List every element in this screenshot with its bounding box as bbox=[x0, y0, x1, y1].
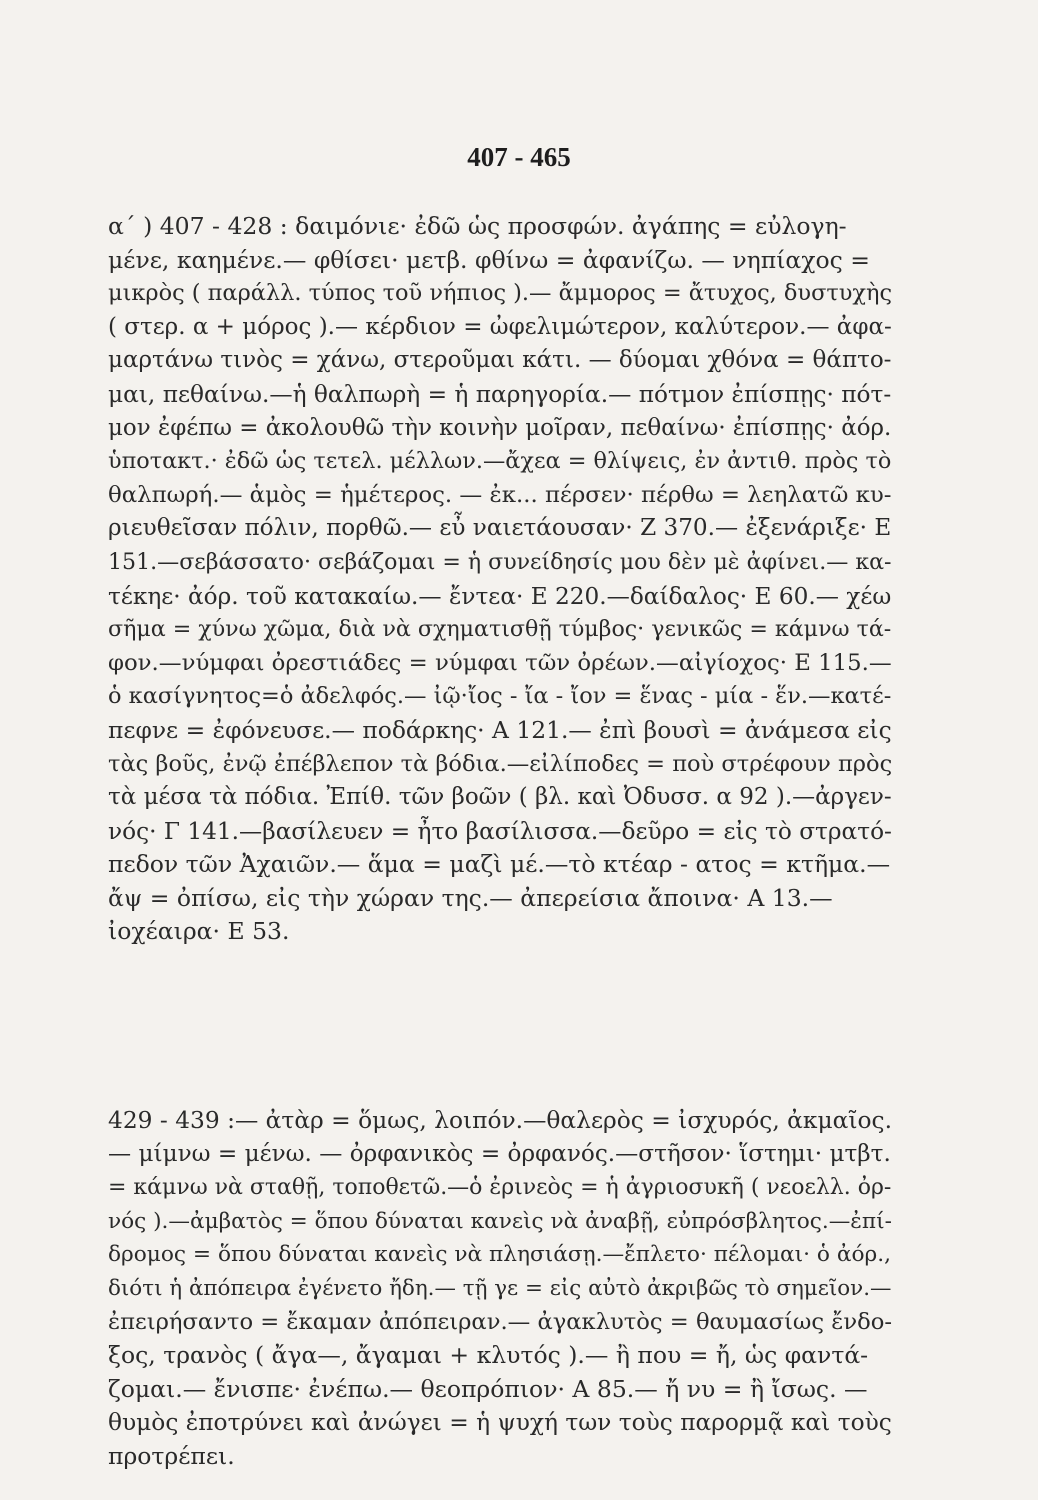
text-line: τὰς βοῦς, ἐνῷ ἐπέβλεπον τὰ βόδια.—εἰλίποδες = ποὺ στρέφουν πρὸς bbox=[108, 750, 893, 777]
text-line: νός· Γ 141.—βασίλευεν = ἦτο βασίλισσα.—δεῦρο = εἰς τὸ στρατό- bbox=[108, 817, 892, 845]
text-line: ζομαι.— ἔνισπε· ἐνέπω.— θεοπρόπιον· Α 85.— ἤ νυ = ἢ ἴσως. — bbox=[108, 1374, 868, 1403]
text-line: μον ἐφέπω = ἀκολουθῶ τὴν κοινὴν μοῖραν, πεθαίνω· ἐπίσπῃς· ἀόρ. bbox=[108, 414, 892, 441]
text-line: μένε, καημένε.— φθίσει· μετβ. φθίνω = ἀφανίζω. — νηπίαχος = bbox=[108, 245, 870, 274]
commentary-section-a bbox=[108, 210, 892, 949]
text-line: — μίμνω = μένω. — ὀρφανικὸς = ὀρφανός.—στῆσον· ἵστημι· μτβτ. bbox=[108, 1140, 891, 1167]
text-line: δρομος = ὅπου δύναται κανεὶς νὰ πλησιάσῃ.—ἔπλετο· πέλομαι· ὁ ἀόρ., bbox=[108, 1242, 891, 1268]
text-line: ἰοχέαιρα· Ε 53. bbox=[108, 917, 290, 946]
text-line: πεδον τῶν Ἀχαιῶν.— ἅμα = μαζὶ μέ.—τὸ κτέαρ - ατος = κτῆμα.— bbox=[108, 850, 891, 879]
text-line: διότι ἡ ἀπόπειρα ἐγένετο ἤδη.— τῇ γε = εἰς αὐτὸ ἀκριβῶς τὸ σημεῖον.— bbox=[108, 1275, 892, 1301]
text-line: μικρὸς ( παράλλ. τύπος τοῦ νήπιος ).— ἄμμορος = ἄτυχος, δυστυχὴς bbox=[108, 280, 893, 307]
text-line: ἐπειρήσαντο = ἔκαμαν ἀπόπειραν.— ἀγακλυτὸς = θαυμασίως ἔνδο- bbox=[108, 1308, 892, 1335]
text-line: πεφνε = ἐφόνευσε.— ποδάρκης· Α 121.— ἐπὶ βουσὶ = ἀνάμεσα εἰς bbox=[108, 715, 892, 744]
text-line: ( στερ. α + μόρος ).— κέρδιον = ὠφελιμώτερον, καλύτερον.— ἀφα- bbox=[108, 313, 892, 340]
text-line: 151.—σεβάσσατο· σεβάζομαι = ἡ συνείδησίς μου δὲν μὲ ἀφίνει.— κα- bbox=[108, 548, 892, 575]
text-line: ὑποτακτ.· ἐδῶ ὡς τετελ. μέλλων.—ἄχεα = θλίψεις, ἐν ἀντιθ. πρὸς τὸ bbox=[108, 448, 892, 475]
text-line: τέκηε· ἀόρ. τοῦ κατακαίω.— ἔντεα· Ε 220.—δαίδαλος· Ε 60.— χέω bbox=[108, 582, 892, 610]
text-line: μαρτάνω τινὸς = χάνω, στεροῦμαι κάτι. — δύομαι χθόνα = θάπτο- bbox=[108, 347, 892, 374]
text-line: τὰ μέσα τὰ πόδια. Ἐπίθ. τῶν βοῶν ( βλ. καὶ Ὀδυσσ. α 92 ).—ἀργεν- bbox=[108, 784, 892, 811]
page-heading: 407 - 465 bbox=[467, 142, 571, 172]
text-line: ριευθεῖσαν πόλιν, πορθῶ.— εὖ ναιετάουσαν· Ζ 370.— ἐξενάριξε· Ε bbox=[108, 515, 892, 542]
commentary-section-b bbox=[108, 1104, 892, 1474]
text-line: α΄ ) 407 - 428 : δαιμόνιε· ἐδῶ ὡς προσφών. ἀγάπης = εὐλογη- bbox=[108, 212, 847, 240]
text-line: ὁ κασίγνητος=ὁ ἀδελφός.— ἰῷ·ἴος - ἴα - ἴον = ἕνας - μία - ἕν.—κατέ- bbox=[108, 683, 892, 710]
text-line: προτρέπει. bbox=[108, 1441, 235, 1470]
text-line: ἄψ = ὀπίσω, εἰς τὴν χώραν της.— ἀπερείσια ἄποινα· Α 13.— bbox=[108, 883, 833, 912]
text-line: σῆμα = χύνω χῶμα, διὰ νὰ σχηματισθῇ τύμβος· γενικῶς = κάμνω τά- bbox=[108, 616, 892, 643]
text-line: νός ).—ἀμβατὸς = ὅπου δύναται κανεὶς νὰ ἀναβῇ, εὐπρόσβλητος.—ἐπί- bbox=[108, 1208, 892, 1234]
text-line: 429 - 439 :— ἀτὰρ = ὅμως, λοιπόν.—θαλερὸς = ἰσχυρός, ἀκμαῖος. bbox=[108, 1107, 892, 1134]
text-line: θαλπωρή.— ἁμὸς = ἡμέτερος. — ἐκ... πέρσεν· πέρθω = λεηλατῶ κυ- bbox=[108, 481, 892, 508]
text-line: = κάμνω νὰ σταθῇ, τοποθετῶ.—ὁ ἐρινεὸς = ἡ ἀγριοσυκῆ ( νεοελλ. ὀρ- bbox=[108, 1175, 892, 1201]
text-line: ξος, τρανὸς ( ἄγα—, ἄγαμαι + κλυτός ).— ἢ που = ἤ, ὡς φαντά- bbox=[108, 1341, 869, 1370]
text-line: φον.—νύμφαι ὀρεστιάδες = νύμφαι τῶν ὀρέων.—αἰγίοχος· Ε 115.— bbox=[108, 649, 892, 676]
text-line: θυμὸς ἐποτρύνει καὶ ἀνώγει = ἡ ψυχή των τοὺς παρορμᾷ καὶ τοὺς bbox=[108, 1409, 892, 1437]
text-line: μαι, πεθαίνω.—ἡ θαλπωρὴ = ἡ παρηγορία.— πότμον ἐπίσπῃς· πότ- bbox=[108, 380, 892, 408]
